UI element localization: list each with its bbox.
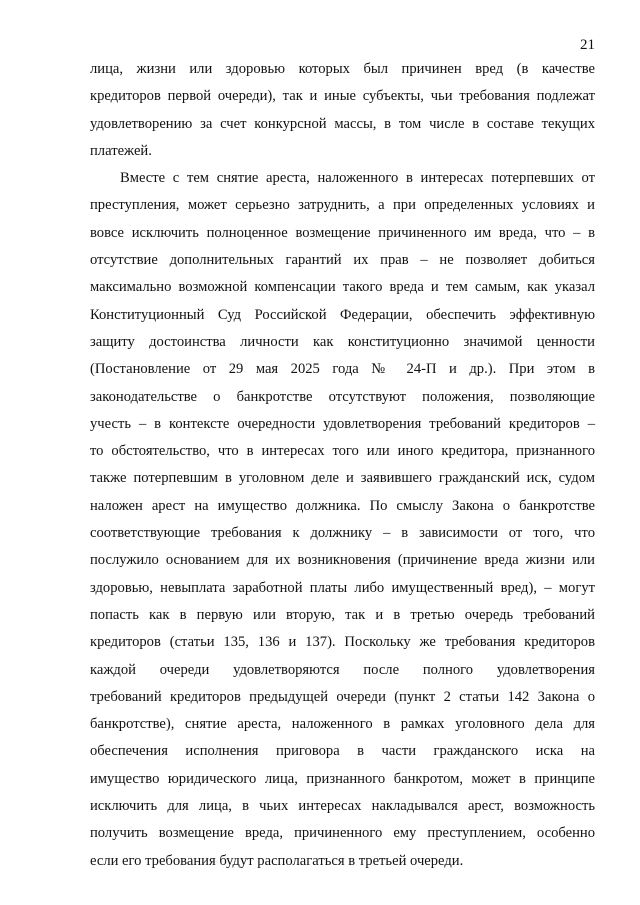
text-line: получить возмещение вреда, причиненного ему преступлением, особенно [90, 825, 595, 842]
text-line: банкротстве), снятие ареста, наложенного в рамках уголовного дела для [90, 716, 595, 733]
text-line: то обстоятельство, что в интересах того или иного кредитора, признанного [90, 443, 595, 460]
text-line: имущество юридического лица, признанного банкротом, может в принципе [90, 770, 595, 787]
text-line: отсутствие дополнительных гарантий их прав – не позволяет добиться [90, 252, 595, 269]
text-line: наложен арест на имущество должника. По смыслу Закона о банкротстве [90, 497, 595, 514]
text-line: защиту достоинства личности как конституционно значимой ценности [90, 333, 595, 350]
paragraph [90, 56, 595, 165]
text-line: преступления, может серьезно затруднить, а при определенных условиях и [90, 197, 595, 214]
page-number: 21 [580, 37, 595, 53]
text-line: здоровью, невыплата заработной платы либо имущественный вред), – могут [90, 579, 595, 596]
text-line: каждой очереди удовлетворяются после полного удовлетворения [90, 661, 595, 678]
text-line: Вместе с тем снятие ареста, наложенного в интересах потерпевших от [120, 170, 595, 187]
text-line: законодательстве о банкротстве отсутствуют положения, позволяющие [90, 388, 595, 405]
text-line: если его требования будут располагаться в третьей очереди. [90, 852, 464, 869]
text-line: кредиторов первой очереди), так и иные субъекты, чьи требования подлежат [90, 88, 595, 105]
text-line: вовсе исключить полноценное возмещение причиненного им вреда, что – в [90, 224, 595, 241]
text-line: соответствующие требования к должнику – в зависимости от того, что [90, 525, 595, 542]
text-line: кредиторов (статьи 135, 136 и 137). Поскольку же требования кредиторов [90, 634, 595, 651]
text-line: послужило основанием для их возникновения (причинение вреда жизни или [90, 552, 595, 569]
text-line: требований кредиторов предыдущей очереди (пункт 2 статьи 142 Закона о [90, 688, 595, 705]
text-line: попасть как в первую или вторую, так и в третью очередь требований [90, 606, 595, 623]
text-line: лица, жизни или здоровью которых был причинен вред (в качестве [90, 61, 595, 77]
text-line: платежей. [90, 142, 152, 159]
text-line: также потерпевшим в уголовном деле и заявившего гражданский иск, судом [90, 470, 595, 487]
body-text [90, 56, 595, 875]
text-line: учесть – в контексте очередности удовлетворения требований кредиторов – [90, 415, 595, 432]
text-line: исключить для лица, в чьих интересах накладывался арест, возможность [90, 798, 595, 815]
text-line: (Постановление от 29 мая 2025 года № 24-П и др.). При этом в [90, 361, 595, 378]
paragraph [90, 165, 595, 875]
text-line: удовлетворению за счет конкурсной массы, в том числе в составе текущих [90, 115, 595, 132]
text-line: Конституционный Суд Российской Федерации, обеспечить эффективную [90, 306, 595, 323]
text-line: обеспечения исполнения приговора в части гражданского иска на [90, 743, 595, 760]
text-line: максимально возможной компенсации такого вреда и тем самым, как указал [90, 279, 595, 296]
